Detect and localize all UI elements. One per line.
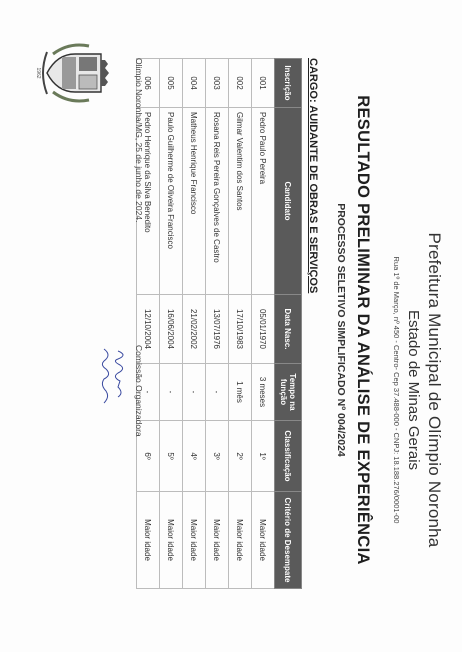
header-criterio: Critério de Desempate bbox=[275, 492, 302, 589]
header-candidato: Candidato bbox=[275, 108, 302, 295]
cell-data-nasc: 05/01/1970 bbox=[252, 295, 275, 364]
cell-criterio: Maior idade bbox=[137, 492, 160, 589]
cell-candidato: Matheus Henrique Francisco bbox=[183, 108, 206, 295]
position-heading: CARGO: AUIDANTE DE OBRAS E SERVIÇOS bbox=[307, 58, 319, 294]
header-data-nasc: Data Nasc. bbox=[275, 295, 302, 364]
cell-data-nasc: 13/07/1976 bbox=[206, 295, 229, 364]
letterhead bbox=[392, 170, 444, 610]
cell-classificacao: 3º bbox=[206, 421, 229, 492]
cell-tempo: - bbox=[137, 364, 160, 421]
table-row bbox=[183, 59, 206, 589]
cell-data-nasc: 12/10/2004 bbox=[137, 295, 160, 364]
cell-tempo: - bbox=[183, 364, 206, 421]
cell-criterio: Maior idade bbox=[206, 492, 229, 589]
handwritten-signature bbox=[92, 345, 132, 425]
svg-text:1962: 1962 bbox=[35, 67, 41, 79]
cell-inscricao: 006 bbox=[137, 59, 160, 108]
cell-inscricao: 004 bbox=[183, 59, 206, 108]
header-classificacao: Classificação bbox=[275, 421, 302, 492]
table-row bbox=[206, 59, 229, 589]
cell-tempo: 3 meses bbox=[252, 364, 275, 421]
cell-inscricao: 001 bbox=[252, 59, 275, 108]
cell-criterio: Maior idade bbox=[183, 492, 206, 589]
table-row bbox=[252, 59, 275, 589]
table-header-row bbox=[275, 59, 302, 589]
cell-candidato: Pedro Henrique da Silva Benedito bbox=[137, 108, 160, 295]
municipal-coat-of-arms-icon bbox=[35, 40, 109, 106]
place-and-date: Olimpio Noronha/MG, 25 de junho de 2024. bbox=[134, 58, 144, 223]
cell-classificacao: 4º bbox=[183, 421, 206, 492]
document-title: RESULTADO PRELIMINAR DA ANÁLISE DE EXPERIÊNCIA bbox=[354, 95, 372, 565]
cell-tempo: - bbox=[206, 364, 229, 421]
cell-candidato: Pedro Paulo Pereira bbox=[252, 108, 275, 295]
cell-candidato: Paulo Guilherme de Oliveira Francisco bbox=[160, 108, 183, 295]
address-line: Rua 1º de Março, nº 450 - Centro- Cep 37.488-000 - CNPJ: 18.188.276/0001-00 bbox=[392, 256, 401, 524]
results-table bbox=[136, 58, 302, 589]
table-row bbox=[229, 59, 252, 589]
cell-tempo: - bbox=[160, 364, 183, 421]
state-name: Estado de Minas Gerais bbox=[405, 309, 422, 471]
table-row bbox=[160, 59, 183, 589]
cell-data-nasc: 17/10/1983 bbox=[229, 295, 252, 364]
city-hall-name: Prefeitura Municipal de Olímpio Noronha bbox=[425, 232, 444, 548]
header-inscricao: Inscrição bbox=[275, 59, 302, 108]
cell-classificacao: 2º bbox=[229, 421, 252, 492]
cell-inscricao: 002 bbox=[229, 59, 252, 108]
cell-data-nasc: 21/02/2002 bbox=[183, 295, 206, 364]
cell-inscricao: 005 bbox=[160, 59, 183, 108]
document-subtitle: PROCESSO SELETIVO SIMPLIFICADO Nº 004/2024 bbox=[335, 203, 347, 457]
cell-tempo: 1 mês bbox=[229, 364, 252, 421]
cell-criterio: Maior idade bbox=[229, 492, 252, 589]
committee-label: Comissão Organizadora bbox=[134, 345, 144, 437]
cell-classificacao: 6º bbox=[137, 421, 160, 492]
cell-data-nasc: 16/06/2004 bbox=[160, 295, 183, 364]
cell-classificacao: 1º bbox=[252, 421, 275, 492]
cell-candidato: Rosana Reis Pereira Gonçalves de Castro bbox=[206, 108, 229, 295]
header-tempo-funcao: Tempo na função bbox=[275, 364, 302, 421]
cell-classificacao: 5º bbox=[160, 421, 183, 492]
cell-inscricao: 003 bbox=[206, 59, 229, 108]
cell-candidato: Gilmar Valentim dos Santos bbox=[229, 108, 252, 295]
cell-criterio: Maior idade bbox=[252, 492, 275, 589]
cell-criterio: Maior idade bbox=[160, 492, 183, 589]
